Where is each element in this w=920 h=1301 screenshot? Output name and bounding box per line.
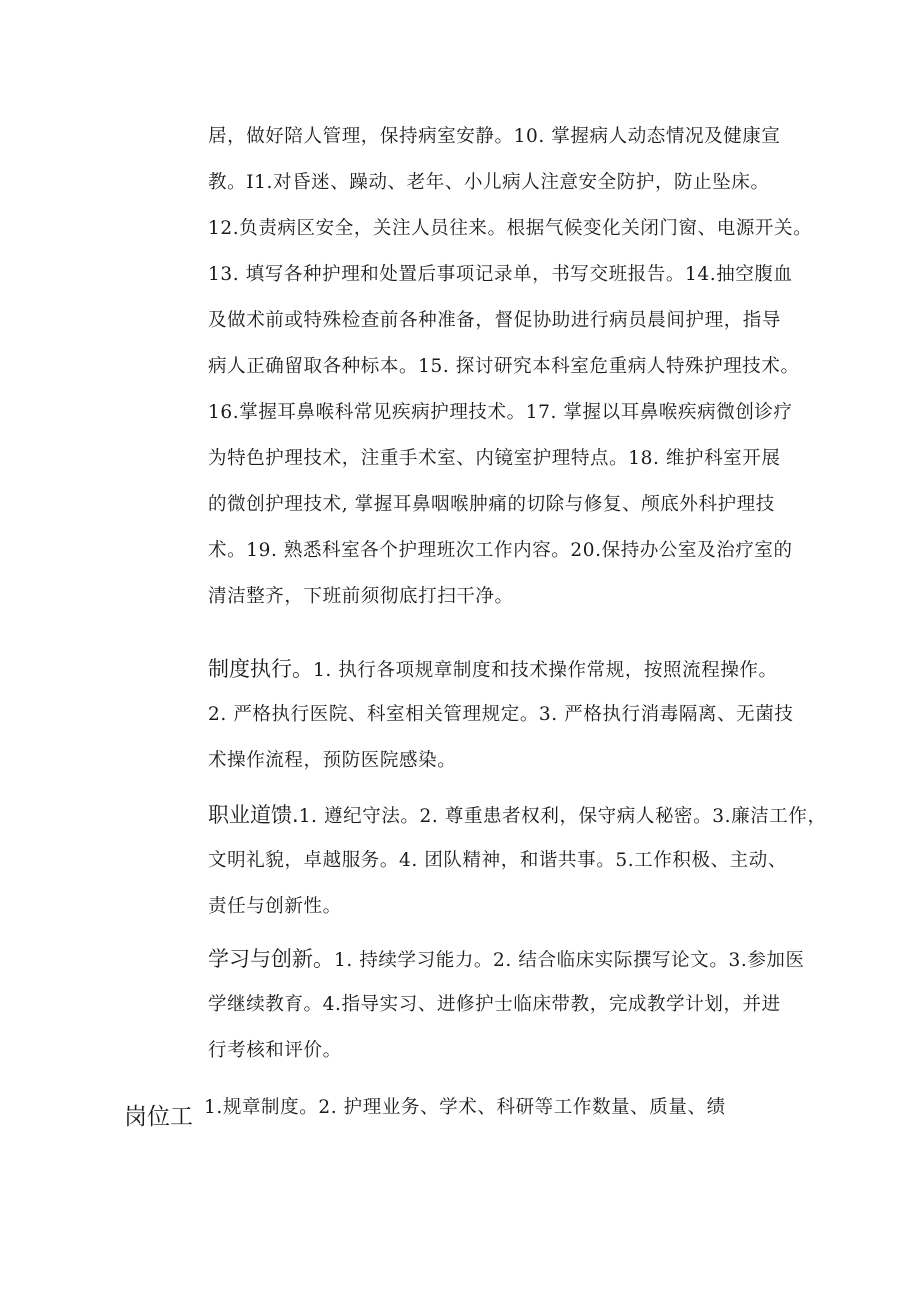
row-text: 1.规章制度。2. 护理业务、学术、科研等工作数量、质量、绩 (204, 1097, 726, 1118)
section-line (208, 646, 812, 692)
section-ethics (208, 792, 827, 930)
section-heading: 职业道馈. (208, 803, 299, 827)
body-line: 为特色护理技术，注重手术室、内镜室护理特点。18. 维护科室开展 (208, 448, 781, 469)
body-line: 病人正确留取各种标本。15. 探讨研究本科室危重病人特殊护理技术。 (208, 356, 800, 377)
body-line: 12.负责病区安全，关注人员往来。根据气候变化关闭门窗、电源开关。 (208, 218, 813, 239)
section-line: 责任与创新性。 (208, 896, 342, 917)
body-line: 教。I1.对昏迷、躁动、老年、小儿病人注意安全防护，防止坠床。 (208, 172, 770, 193)
section-line (208, 792, 827, 838)
duties-continued-block (208, 114, 812, 620)
section-heading: 学习与创新。 (208, 947, 334, 971)
body-line: 居，做好陪人管理，保持病室安静。10. 掌握病人动态情况及健康宣 (208, 126, 781, 147)
section-learning (208, 936, 812, 1074)
section-line: 学继续教育。4.指导实习、进修护士临床带教，完成教学计划，并进 (208, 994, 781, 1015)
section-institution (208, 646, 812, 784)
section-text: 1. 执行各项规章制度和技术操作常规，按照流程操作。 (313, 660, 778, 681)
body-line: 术。19. 熟悉科室各个护理班次工作内容。20.保持办公室及治疗室的 (208, 540, 793, 561)
body-line: 清洁整齐，下班前须彻底打扫干净。 (208, 586, 514, 607)
section-heading: 制度执行。 (208, 657, 313, 681)
section-line: 2. 严格执行医院、科室相关管理规定。3. 严格执行消毒隔离、无菌技 (208, 704, 794, 725)
row-label: 岗位工 (124, 1104, 193, 1130)
body-line: 的微创护理技术, 掌握耳鼻咽喉肿痛的切除与修复、颅底外科护理技 (208, 494, 775, 515)
section-line: 文明礼貌，卓越服务。4. 团队精神，和谐共事。5.工作积极、主动、 (208, 850, 787, 871)
section-text: 1. 持续学习能力。2. 结合临床实际撰写论文。3.参加医 (334, 950, 805, 971)
section-text: 1. 遵纪守法。2. 尊重患者权利，保守病人秘密。3.廉洁工作， (298, 806, 827, 827)
section-line: 术操作流程，预防医院感染。 (208, 750, 457, 771)
body-line: 及做术前或特殊检查前各种准备，督促协助进行病员晨间护理，指导 (208, 310, 782, 331)
section-line (208, 936, 812, 982)
post-assessment-row (0, 1094, 920, 1154)
body-line: 13. 填写各种护理和处置后事项记录单，书写交班报告。14.抽空腹血 (208, 264, 793, 285)
section-line: 行考核和评价。 (208, 1040, 342, 1061)
body-line: 16.掌握耳鼻喉科常见疾病护理技术。17. 掌握以耳鼻喉疾病微创诊疗 (208, 402, 793, 423)
